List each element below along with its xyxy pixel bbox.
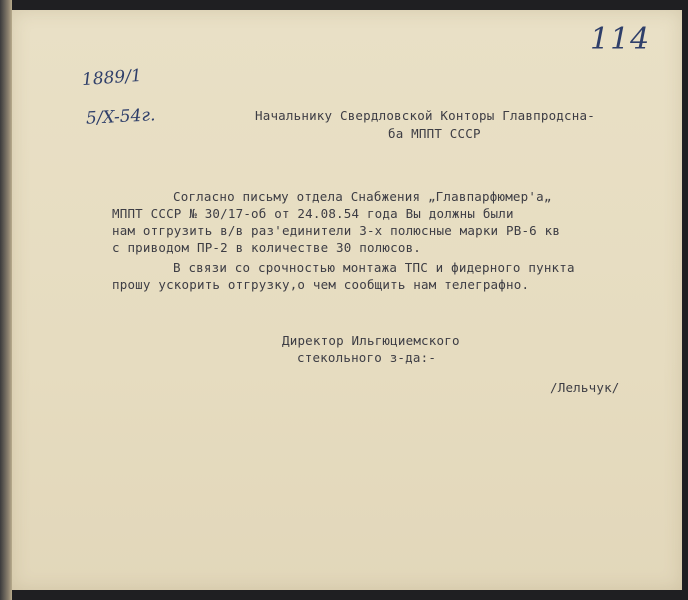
signature-title-line2: стекольного з-да:-: [297, 350, 437, 365]
addressee-line1: Начальнику Свердловской Конторы Главпродсна-: [255, 108, 595, 123]
body-line-2: МППТ СССР № 30/17-об от 24.08.54 года Вы должны были: [112, 206, 514, 221]
addressee-line2: ба МППТ СССР: [388, 126, 481, 141]
signatory-name: /Лельчук/: [550, 380, 620, 395]
body-line-5: В связи со срочностью монтажа ТПС и фидерного пункта: [173, 260, 575, 275]
archive-note-line2: 5/X-54г.: [85, 105, 156, 129]
letter-page: [12, 10, 682, 590]
binding-edge: [0, 0, 12, 600]
body-line-1: Согласно письму отдела Снабжения „Главпарфюмер'а„: [173, 189, 552, 204]
page-number: 114: [590, 22, 651, 57]
body-line-4: с приводом ПР-2 в количестве 30 полюсов.: [112, 240, 422, 255]
archive-note-line1: 1889/1: [81, 65, 143, 91]
signature-title-line1: Директор Ильгюциемского: [282, 333, 460, 348]
body-line-3: нам отгрузить в/в раз'единители 3-х полюсные марки РВ-6 кв: [112, 223, 561, 238]
body-line-6: прошу ускорить отгрузку,о чем сообщить нам телеграфно.: [112, 277, 530, 292]
